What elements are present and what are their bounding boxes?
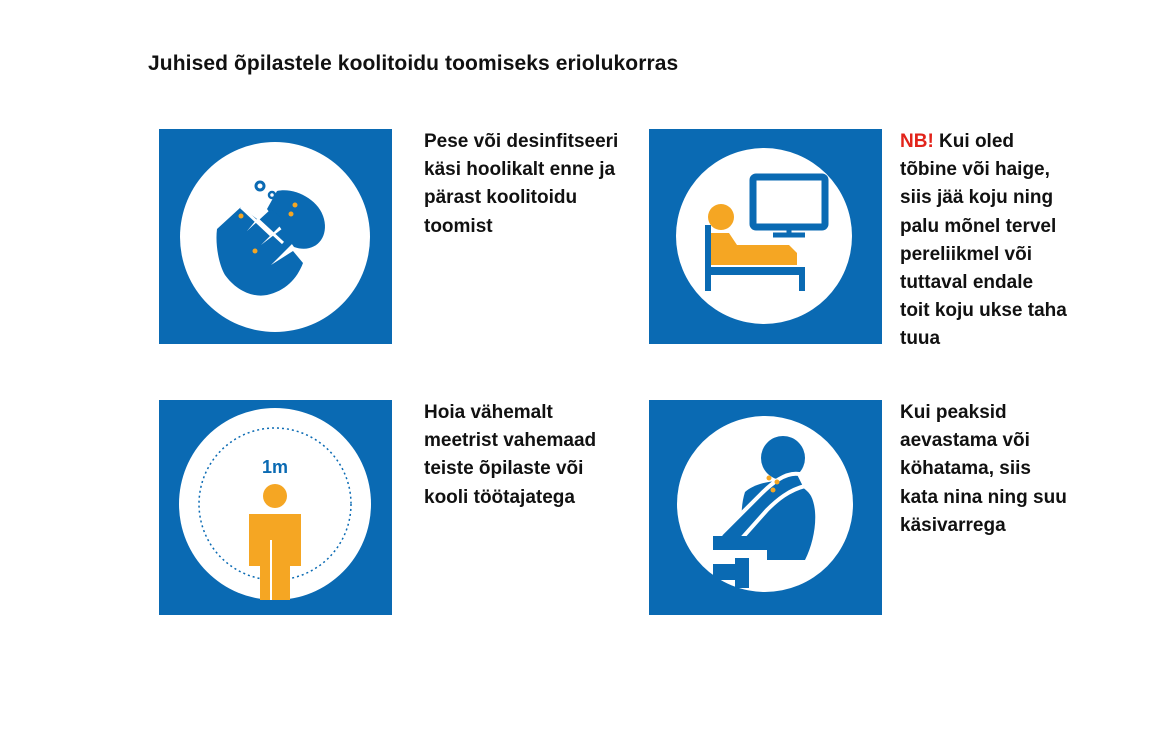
instruction-text-distance: Hoia vähemalt meetrist vahemaad teiste õpilaste või kooli töötajatega [424,402,597,508]
sick-in-bed-tile [649,129,882,344]
handwashing-icon [159,129,392,344]
handwashing-tile [159,129,392,344]
instruction-text-cough: Kui peaksid aevastama või köhatama, siis kata nina ning suu käsivarrega [900,402,1067,536]
cough-into-elbow-icon [649,400,882,615]
sick-in-bed-icon [649,129,882,344]
instruction-text-handwashing: Pese või desinfitseeri käsi hoolikalt enne ja pärast koolitoidu toomist [424,131,619,237]
nb-highlight: NB! [900,131,934,152]
instruction-text-sick: NB! Kui oled tõbine või haige, siis jää koju ning palu mõnel tervel pereliikmel või tuttaval endale toit koju ukse taha tuua [900,131,1067,350]
page-title: Juhised õpilastele koolitoidu toomiseks eriolukorras [148,52,679,75]
social-distance-icon [159,400,392,615]
cough-into-elbow-tile [649,400,882,615]
distance-label: 1m [261,457,289,477]
social-distance-tile [159,400,392,615]
